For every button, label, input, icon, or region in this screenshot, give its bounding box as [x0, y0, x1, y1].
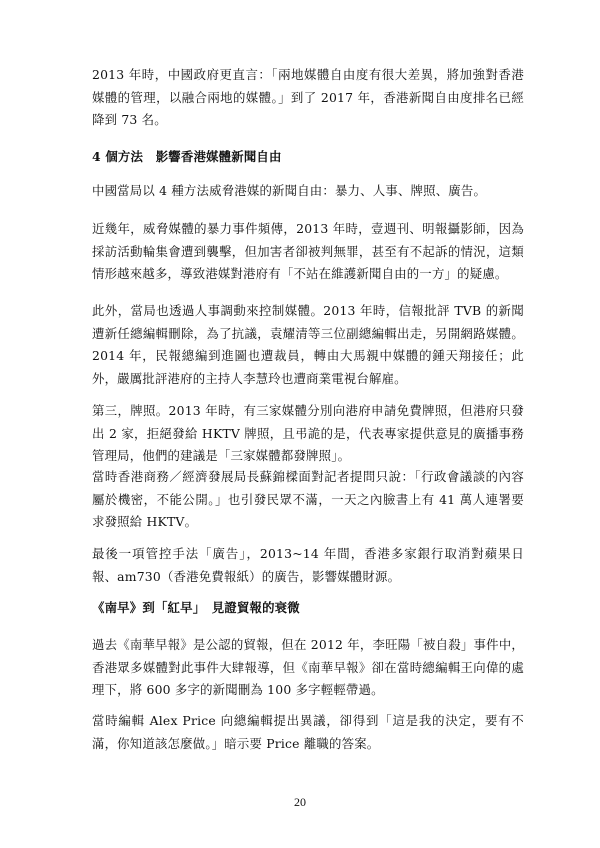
paragraph-violence: 近幾年，威脅媒體的暴力事件頻傳，2013 年時，壹週刊、明報攝影師，因為採訪活動輪集會遭到襲擊，但加害者卻被判無罪，甚至有不起訴的情況，這類情形越來越多，導致港媒對港府有「不站在維護新聞自由的一方」的疑慮。 — [92, 221, 524, 281]
paragraph-2013-press-freedom: 2013 年時，中國政府更直言：「兩地媒體自由度有很大差異，將加強對香港媒體的管理，以融合兩地的媒體。」到了 2017 年，香港新聞自由度排名已經降到 73 名。 — [92, 67, 524, 127]
paragraph-advertising: 最後一項管控手法「廣告」，2013~14 年間，香港多家銀行取消對蘋果日報、am730（香港免費報紙）的廣告，影響媒體財源。 — [92, 546, 524, 584]
paragraph-commerce-secretary: 當時香港商務／經濟發展局長蘇錦樑面對記者提問只說：「行政會議談的內容屬於機密，不能公開。」也引發民眾不滿，一天之內臉書上有 41 萬人連署要求發照給 HKTV。 — [92, 469, 524, 529]
paragraph-four-methods-intro: 中國當局以 4 種方法威脅港媒的新聞自由：暴力、人事、牌照、廣告。 — [92, 183, 487, 198]
paragraph-license: 第三，牌照。2013 年時，有三家媒體分別向港府申請免費牌照，但港府只發出 2 家，拒絕發給 HKTV 牌照，且弔詭的是，代表專家提供意見的廣播事務管理局，他們的建議是「三家媒體都發牌照」。 — [92, 403, 524, 463]
section-heading-scmp: 《南早》到「紅早」 見證貿報的衰微 — [92, 600, 300, 615]
paragraph-scmp-history: 過去《南華早報》是公認的貿報，但在 2012 年，李旺陽「被自殺」事件中，香港眾多媒體對此事件大肆報導，但《南華早報》卻在當時總編輯王向偉的處理下，將 600 多字的新聞刪為 100 多字輕輕帶過。 — [92, 637, 524, 697]
paragraph-alex-price: 當時編輯 Alex Price 向總編輯提出異議，卻得到「這是我的決定，要有不滿，你知道該怎麼做。」暗示要 Price 離職的答案。 — [92, 713, 524, 751]
section-heading-four-methods: 4 個方法 影響香港媒體新聞自由 — [92, 149, 282, 164]
paragraph-personnel: 此外，當局也透過人事調動來控制媒體。2013 年時，信報批評 TVB 的新聞遭新任總編輯刪除，為了抗議，袁耀清等三位副總編輯出走，另開網路媒體。2014 年，民報總編到進圖也遭裁員，轉由大馬親中媒體的鍾天翔接任；此外，嚴厲批評港府的主持人李慧玲也遭商業電視台解雇。 — [92, 303, 524, 386]
page-number: 20 — [294, 795, 306, 809]
